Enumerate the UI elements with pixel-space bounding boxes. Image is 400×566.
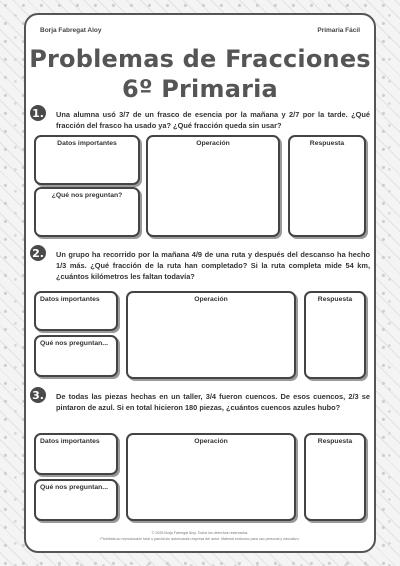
operacion-box-3[interactable] <box>126 433 296 521</box>
pregunta-box-2[interactable] <box>34 335 118 377</box>
pregunta-box-1[interactable] <box>34 187 140 237</box>
pregunta-label-2: Qué nos preguntan... <box>40 340 108 347</box>
pregunta-label-3: Qué nos preguntan... <box>40 484 108 491</box>
datos-box-3[interactable] <box>34 433 118 475</box>
datos-label-3: Datos importantes <box>40 438 100 445</box>
copyright-line: © 2026 Borja Fabregat Aloy. Todos los derechos reservados. <box>151 531 249 535</box>
problem-text-3: De todas las piezas hechas en un taller, 3/4 fueron cuencos. De esos cuencos, 2/3 se pintaron de azul. Si en total hicieron 180 piezas, ¿cuántos cuencos azules hubo? <box>56 392 370 412</box>
license-line: Prohibida su reproducción total o parcial sin autorización expresa del autor. Material exclusivo para uso personal y educativo. <box>100 537 300 541</box>
respuesta-box-3[interactable] <box>304 433 366 521</box>
level-label: Primaria Fácil <box>317 27 360 34</box>
operacion-box-2[interactable] <box>126 291 296 379</box>
worksheet <box>24 13 376 553</box>
problem-text-1: Una alumna usó 3/7 de un frasco de esencia por la mañana y 2/7 por la tarde. ¿Qué fracción del frasco ha usado ya? ¿Qué fracción queda sin usar? <box>56 110 370 130</box>
operacion-label-2: Operación <box>194 296 228 303</box>
problem-number-1: 1. <box>30 105 46 121</box>
problem-text-2: Un grupo ha recorrido por la mañana 4/9 de una ruta y después del descanso ha hecho 1/3 más. ¿Qué fracción de la ruta han completado? Si la ruta completa mide 54 km, ¿cuántos kilómetros les faltan todavía? <box>56 250 370 281</box>
respuesta-label-2: Respuesta <box>317 296 353 303</box>
datos-label-1: Datos importantes <box>57 140 117 147</box>
datos-label-2: Datos importantes <box>40 296 100 303</box>
problem-number-3: 3. <box>30 387 46 403</box>
operacion-box-1[interactable] <box>146 135 280 237</box>
problem-number-2: 2. <box>30 245 46 261</box>
author-name: Borja Fabregat Aloy <box>40 27 102 34</box>
datos-box-1[interactable] <box>34 135 140 185</box>
datos-box-2[interactable] <box>34 291 118 331</box>
respuesta-label-3: Respuesta <box>317 438 353 445</box>
operacion-label-3: Operación <box>194 438 228 445</box>
respuesta-box-2[interactable] <box>304 291 366 379</box>
page-subtitle: 6º Primaria <box>122 75 278 103</box>
operacion-label-1: Operación <box>196 140 230 147</box>
pregunta-label-1: ¿Qué nos preguntan? <box>51 192 123 199</box>
respuesta-box-1[interactable] <box>288 135 366 237</box>
pregunta-box-3[interactable] <box>34 479 118 521</box>
page-title: Problemas de Fracciones <box>29 45 371 73</box>
respuesta-label-1: Respuesta <box>309 140 345 147</box>
